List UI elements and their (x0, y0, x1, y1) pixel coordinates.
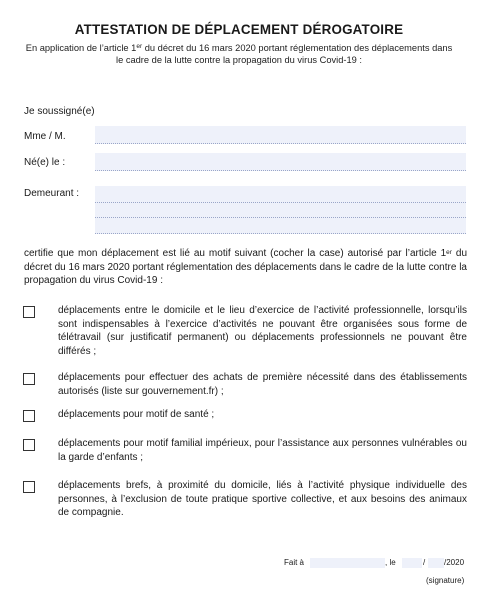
date-le-label: , le (385, 558, 396, 567)
birth-date-field[interactable] (95, 153, 466, 171)
motif-work-text: déplacements entre le domicile et le lieu d’exercice de l’activité professionnelle, lorsqu’ils sont indispensables à l’exercice d’activités ne pouvant être organisées sous forme de télétravail (sur justificatif permanent) ou déplacements professionnels ne pouvant être différés ; (58, 305, 467, 357)
address-field-underline-2 (95, 217, 466, 218)
year-label: /2020 (444, 558, 465, 567)
month-field[interactable] (428, 558, 444, 568)
motif-shopping-text: déplacements pour effectuer des achats de première nécessité dans des établissements autorisés (liste sur gouvernement.fr) ; (58, 372, 467, 397)
subtitle-text-end: du décret du 16 mars 2020 portant réglementation des déplacements dans le cadre de la lutte contre la propagation du virus Covid-19 : (116, 43, 453, 65)
birth-date-label: Né(e) le : (24, 157, 66, 168)
motif-exercise-checkbox[interactable] (23, 481, 35, 493)
name-field-underline (95, 143, 466, 144)
motif-health-checkbox[interactable] (23, 410, 35, 422)
certification-text-end: du décret du 16 mars 2020 portant réglementation des déplacements dans le cadre de la lutte contre la propagation du virus Covid-19 : (24, 248, 468, 286)
address-field[interactable] (95, 186, 466, 234)
fait-a-label: Fait à (284, 558, 305, 567)
signature-label: (signature) (426, 576, 465, 585)
name-label: Mme / M. (24, 131, 66, 142)
certification-paragraph (24, 247, 467, 288)
day-field[interactable] (402, 558, 422, 568)
motif-shopping-checkbox[interactable] (23, 373, 35, 385)
document-title: ATTESTATION DE DÉPLACEMENT DÉROGATOIRE (74, 22, 404, 37)
motif-health-text: déplacements pour motif de santé ; (58, 409, 215, 420)
address-field-underline-1 (95, 202, 466, 203)
certification-superscript: er (446, 249, 452, 256)
motif-family-text: déplacements pour motif familial impérieux, pour l’assistance aux personnes vulnérables ou la garde d’enfants ; (58, 438, 467, 463)
subtitle-text-start: En application de l’article 1 (25, 43, 137, 53)
document-subtitle (24, 42, 454, 66)
date-separator: / (423, 558, 426, 567)
motif-family-checkbox[interactable] (23, 439, 35, 451)
soussigne-label: Je soussigné(e) (24, 106, 95, 117)
subtitle-superscript: er (136, 43, 143, 50)
address-label: Demeurant : (24, 188, 80, 199)
motif-work-checkbox[interactable] (23, 306, 35, 318)
certification-text-start: certifie que mon déplacement est lié au motif suivant (cocher la case) autorisé par l’article 1 (24, 248, 447, 259)
birth-date-field-underline (95, 170, 466, 171)
motif-exercise-text: déplacements brefs, à proximité du domicile, liés à l’activité physique individuelle des personnes, à l’exclusion de toute pratique sportive collective, et aux besoins des animaux de compagnie. (58, 480, 467, 518)
address-field-underline-3 (95, 233, 466, 234)
place-field[interactable] (310, 558, 385, 568)
name-field[interactable] (95, 126, 466, 144)
